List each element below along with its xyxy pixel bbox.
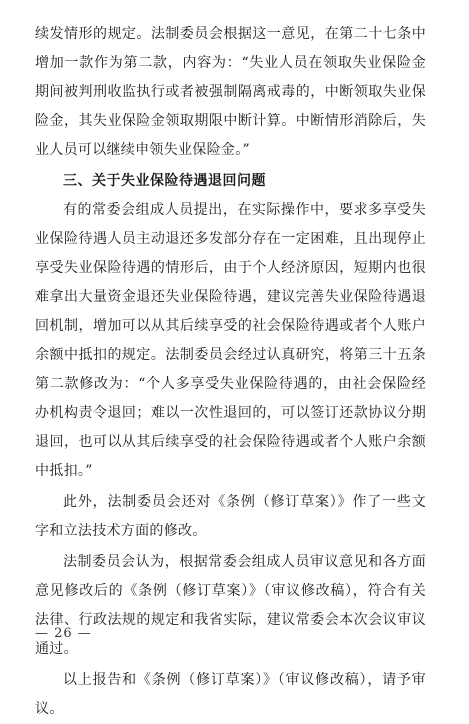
page-number: — 26 — xyxy=(35,626,92,641)
paragraph-continuation: 续发情形的规定。法制委员会根据这一意见，在第二十七条中增加一款作为第二款，内容为：“失业人员在领取失业保险金期间被判刑收监执行或者被强制隔离戒毒的，中断领取失业保险金，其失业保险金领取期限中断计算。中断情形消除后，失业人员可以继续申领失业保险金。” xyxy=(35,26,426,158)
paragraph-closing: 以上报告和《条例（修订草案）》（审议修改稿），请予审议。 xyxy=(35,672,426,717)
section-heading: 三、关于失业保险待遇退回问题 xyxy=(63,173,266,189)
paragraph-body: 此外，法制委员会还对《条例（修订草案）》作了一些文字和立法技术方面的修改。 xyxy=(35,494,426,539)
paragraph-body: 有的常委会组成人员提出，在实际操作中，要求多享受失业保险待遇人员主动退还多发部分存在一定困难，且出现停止享受失业保险待遇的情形后，由于个人经济原因，短期内也很难拿出大量资金退还失业保险待遇，建议完善失业保险待遇退回机制，增加可以从其后续享受的社会保险待遇或者个人账户余额中抵扣的规定。法制委员会经过认真研究，将第三十五条第二款修改为：“个人多享受失业保险待遇的，由社会保险经办机构责令退回；难以一次性退回的，可以签订还款协议分期退回，也可以从其后续享受的社会保险待遇或者个人账户余额中抵扣。” xyxy=(35,202,426,479)
paragraph-body: 法制委员会认为，根据常委会组成人员审议意见和各方面意见修改后的《条例（修订草案）》（审议修改稿），符合有关法律、行政法规的规定和我省实际，建议常委会本次会议审议通过。 xyxy=(35,554,426,657)
